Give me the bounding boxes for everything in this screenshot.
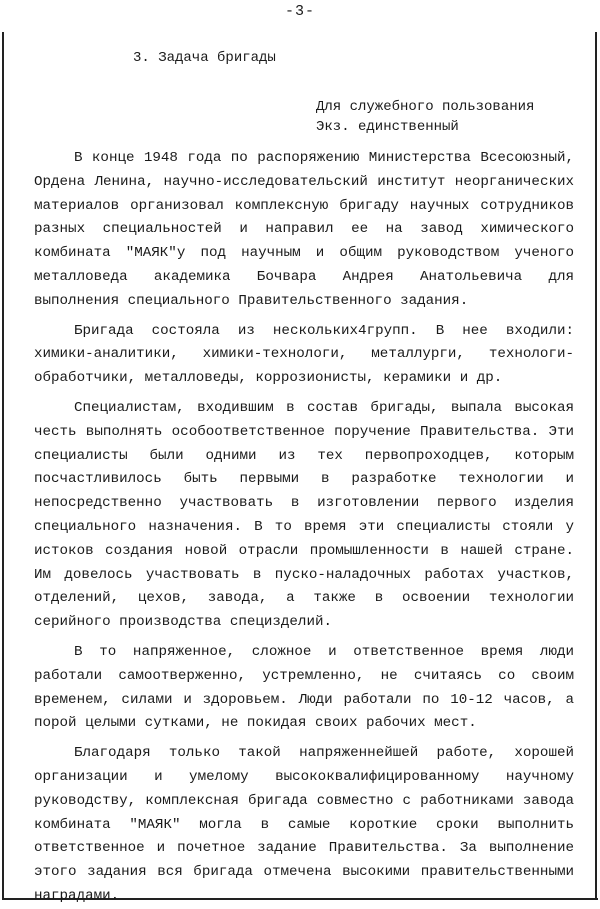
- classification-line-copy: Экз. единственный: [316, 119, 459, 135]
- paragraph-specialists-honor: Специалистам, входившим в состав бригады, выпала высокая честь выполнять особоответственное поручение Правительства. Эти специалисты были одними из тех первопроходцев, которым посчастливилось быть первыми в разработке технологии и непосредственно участвовать в изготовлении первого изделия специального назначения. В то время эти специалисты стояли у истоков создания новой отрасли промышленности в нашей стране. Им довелось участвовать в пуско-наладочных работах участков, отделений, цехов, завода, а также в освоении технологии серийного производства специзделий.: [34, 399, 574, 631]
- paragraph-working-conditions: В то напряженное, сложное и ответственное время люди работали самоотверженно, устремленно, не считаясь со своим временем, силами и здоровьем. Люди работали по 10-12 часов, а порой целыми сутками, не покидая своих рабочих мест.: [34, 643, 574, 732]
- paragraph-brigade-formation: В конце 1948 года по распоряжению Министерства Всесоюзный, Ордена Ленина, научно-исследовательский институт неорганических материалов организовал комплексную бригаду научных сотрудников разных специальностей и направил ее на завод химического комбината "МАЯК"у под научным и общим руководством ученого металловеда академика Бочвара Андрея Анатольевича для выполнения специального Правительственного задания.: [34, 150, 574, 309]
- classification-line-restricted: Для служебного пользования: [316, 99, 535, 115]
- page-number: -3-: [284, 3, 315, 20]
- page-frame-left-border: [2, 32, 4, 900]
- paragraph-brigade-composition: Бригада состояла из нескольких4групп. В нее входили: химики-аналитики, химики-технологи, металлурги, технологи-обработчики, металловеды, коррозионисты, керамики и др.: [34, 322, 574, 387]
- classification-stamp: [316, 97, 534, 137]
- page-frame-right-border: [595, 32, 597, 900]
- document-body: [34, 147, 574, 909]
- paragraph-results-awards: Благодаря только такой напряженнейшей работе, хорошей организации и умелому высококвалифицированному научному руководству, комплексная бригада совместно с работниками завода комбината "МАЯК" могла в самые короткие сроки выполнить ответственное и почетное задание Правительства. За выполнение этого задания вся бригада отмечена высокими правительственными наградами.: [34, 745, 574, 904]
- section-heading: 3. Задача бригады: [133, 50, 276, 66]
